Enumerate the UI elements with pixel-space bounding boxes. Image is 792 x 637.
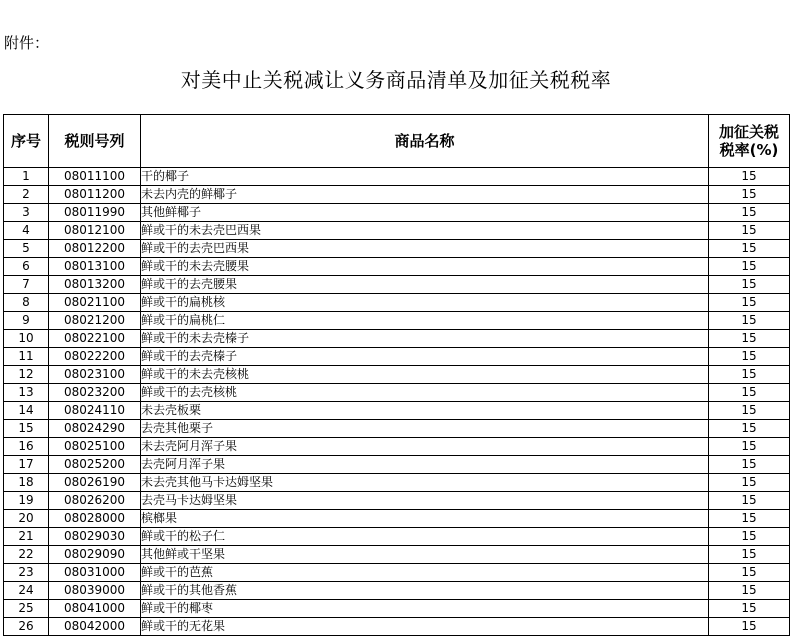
cell-code: 08039000 <box>49 582 141 600</box>
table-row <box>4 348 790 366</box>
cell-code: 08031000 <box>49 564 141 582</box>
cell-code: 08021100 <box>49 294 141 312</box>
document-title: 对美中止关税减让义务商品清单及加征关税税率 <box>180 68 612 92</box>
cell-code: 08025100 <box>49 438 141 456</box>
table-row <box>4 582 790 600</box>
cell-code: 08024110 <box>49 402 141 420</box>
cell-code: 08012100 <box>49 222 141 240</box>
cell-rate: 15 <box>709 384 790 402</box>
table-row <box>4 222 790 240</box>
cell-name: 去壳马卡达姆坚果 <box>141 492 709 510</box>
cell-code: 08013200 <box>49 276 141 294</box>
cell-rate: 15 <box>709 474 790 492</box>
cell-code: 08012200 <box>49 240 141 258</box>
cell-no: 21 <box>4 528 49 546</box>
cell-no: 25 <box>4 600 49 618</box>
cell-no: 3 <box>4 204 49 222</box>
cell-name: 鲜或干的无花果 <box>141 618 709 636</box>
cell-name: 鲜或干的松子仁 <box>141 528 709 546</box>
table-row <box>4 240 790 258</box>
cell-rate: 15 <box>709 276 790 294</box>
cell-rate: 15 <box>709 618 790 636</box>
cell-name: 鲜或干的未去壳巴西果 <box>141 222 709 240</box>
cell-no: 13 <box>4 384 49 402</box>
table-row <box>4 420 790 438</box>
cell-code: 08023200 <box>49 384 141 402</box>
cell-name: 去壳阿月浑子果 <box>141 456 709 474</box>
cell-no: 4 <box>4 222 49 240</box>
cell-name: 鲜或干的去壳腰果 <box>141 276 709 294</box>
cell-rate: 15 <box>709 600 790 618</box>
cell-no: 2 <box>4 186 49 204</box>
cell-no: 9 <box>4 312 49 330</box>
col-header-rate-line2: 税率(%) <box>719 141 779 159</box>
cell-no: 23 <box>4 564 49 582</box>
cell-no: 12 <box>4 366 49 384</box>
cell-rate: 15 <box>709 456 790 474</box>
cell-no: 8 <box>4 294 49 312</box>
cell-code: 08022200 <box>49 348 141 366</box>
cell-rate: 15 <box>709 546 790 564</box>
cell-code: 08011100 <box>49 168 141 186</box>
cell-name: 鲜或干的扁桃仁 <box>141 312 709 330</box>
cell-name: 去壳其他栗子 <box>141 420 709 438</box>
table-row <box>4 258 790 276</box>
cell-rate: 15 <box>709 510 790 528</box>
table-row <box>4 492 790 510</box>
cell-name: 鲜或干的椰枣 <box>141 600 709 618</box>
cell-name: 鲜或干的去壳核桃 <box>141 384 709 402</box>
table-row <box>4 528 790 546</box>
table-row <box>4 366 790 384</box>
table-row <box>4 618 790 636</box>
cell-no: 19 <box>4 492 49 510</box>
table-row <box>4 384 790 402</box>
cell-name: 未去壳板栗 <box>141 402 709 420</box>
cell-rate: 15 <box>709 168 790 186</box>
cell-rate: 15 <box>709 330 790 348</box>
cell-no: 10 <box>4 330 49 348</box>
cell-code: 08029030 <box>49 528 141 546</box>
cell-no: 11 <box>4 348 49 366</box>
cell-name: 鲜或干的芭蕉 <box>141 564 709 582</box>
cell-rate: 15 <box>709 438 790 456</box>
table-body <box>4 168 790 636</box>
cell-no: 15 <box>4 420 49 438</box>
table-row <box>4 564 790 582</box>
cell-no: 20 <box>4 510 49 528</box>
cell-code: 08011990 <box>49 204 141 222</box>
cell-code: 08022100 <box>49 330 141 348</box>
cell-code: 08024290 <box>49 420 141 438</box>
cell-rate: 15 <box>709 366 790 384</box>
cell-code: 08021200 <box>49 312 141 330</box>
cell-name: 未去壳其他马卡达姆坚果 <box>141 474 709 492</box>
table-row <box>4 204 790 222</box>
col-header-rate <box>709 115 790 168</box>
col-header-name: 商品名称 <box>141 115 709 168</box>
cell-rate: 15 <box>709 492 790 510</box>
cell-name: 槟榔果 <box>141 510 709 528</box>
table-row <box>4 600 790 618</box>
cell-name: 未去内壳的鲜椰子 <box>141 186 709 204</box>
table-row <box>4 276 790 294</box>
cell-name: 鲜或干的未去壳核桃 <box>141 366 709 384</box>
cell-code: 08011200 <box>49 186 141 204</box>
cell-rate: 15 <box>709 420 790 438</box>
cell-no: 18 <box>4 474 49 492</box>
cell-rate: 15 <box>709 186 790 204</box>
cell-rate: 15 <box>709 402 790 420</box>
cell-rate: 15 <box>709 258 790 276</box>
cell-code: 08026190 <box>49 474 141 492</box>
table-row <box>4 510 790 528</box>
table-row <box>4 312 790 330</box>
col-header-rate-line1: 加征关税 <box>718 123 779 141</box>
cell-name: 鲜或干的扁桃核 <box>141 294 709 312</box>
cell-code: 08042000 <box>49 618 141 636</box>
cell-no: 5 <box>4 240 49 258</box>
cell-rate: 15 <box>709 222 790 240</box>
header-row <box>4 115 790 168</box>
cell-name: 干的椰子 <box>141 168 709 186</box>
cell-rate: 15 <box>709 204 790 222</box>
tariff-table <box>3 114 790 636</box>
col-header-no: 序号 <box>4 115 49 168</box>
cell-rate: 15 <box>709 528 790 546</box>
cell-rate: 15 <box>709 240 790 258</box>
cell-no: 26 <box>4 618 49 636</box>
cell-no: 1 <box>4 168 49 186</box>
attachment-label: 附件： <box>4 34 50 52</box>
table-row <box>4 438 790 456</box>
cell-name: 其他鲜椰子 <box>141 204 709 222</box>
cell-code: 08028000 <box>49 510 141 528</box>
cell-no: 14 <box>4 402 49 420</box>
cell-name: 鲜或干的未去壳腰果 <box>141 258 709 276</box>
cell-rate: 15 <box>709 294 790 312</box>
cell-no: 24 <box>4 582 49 600</box>
cell-code: 08026200 <box>49 492 141 510</box>
cell-code: 08029090 <box>49 546 141 564</box>
cell-name: 未去壳阿月浑子果 <box>141 438 709 456</box>
cell-name: 鲜或干的去壳榛子 <box>141 348 709 366</box>
cell-name: 鲜或干的未去壳榛子 <box>141 330 709 348</box>
cell-code: 08023100 <box>49 366 141 384</box>
table-row <box>4 474 790 492</box>
cell-name: 其他鲜或干坚果 <box>141 546 709 564</box>
col-header-code: 税则号列 <box>49 115 141 168</box>
table-row <box>4 330 790 348</box>
cell-no: 16 <box>4 438 49 456</box>
cell-code: 08025200 <box>49 456 141 474</box>
cell-rate: 15 <box>709 564 790 582</box>
table-row <box>4 168 790 186</box>
cell-no: 22 <box>4 546 49 564</box>
table-row <box>4 294 790 312</box>
cell-no: 17 <box>4 456 49 474</box>
cell-rate: 15 <box>709 348 790 366</box>
cell-rate: 15 <box>709 312 790 330</box>
cell-name: 鲜或干的去壳巴西果 <box>141 240 709 258</box>
table-row <box>4 402 790 420</box>
table-row <box>4 186 790 204</box>
cell-code: 08013100 <box>49 258 141 276</box>
cell-no: 7 <box>4 276 49 294</box>
cell-name: 鲜或干的其他香蕉 <box>141 582 709 600</box>
cell-no: 6 <box>4 258 49 276</box>
table-row <box>4 546 790 564</box>
table-row <box>4 456 790 474</box>
cell-rate: 15 <box>709 582 790 600</box>
cell-code: 08041000 <box>49 600 141 618</box>
